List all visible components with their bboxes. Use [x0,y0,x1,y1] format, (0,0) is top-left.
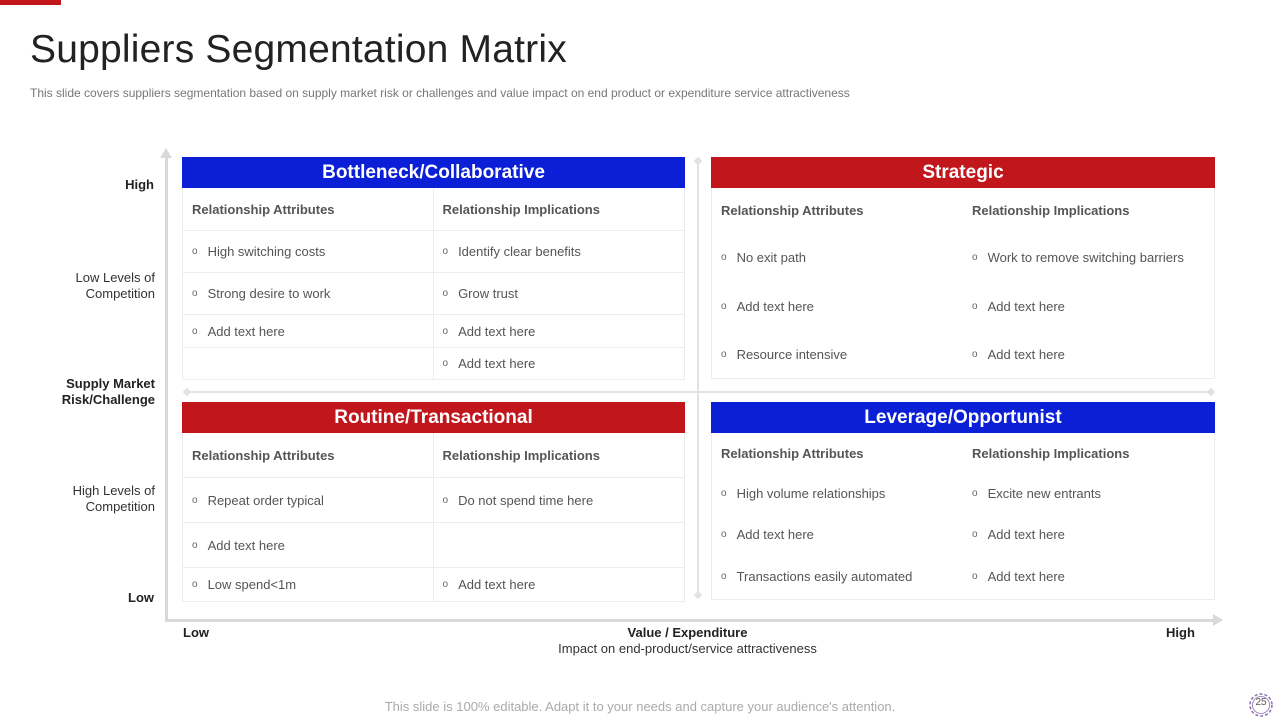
divider-end-dot [694,591,702,599]
implication-text: Do not spend time here [458,492,594,508]
accent-bar [0,0,61,5]
y-axis-low-label: Low [128,590,154,605]
table-header-row [183,433,684,478]
implication-text: Identify clear benefits [458,244,581,259]
divider-end-dot [694,157,702,165]
x-axis-line [165,619,1215,622]
attribute-text: Add text here [207,537,285,553]
x-axis-arrow-icon [1213,614,1223,626]
table-row [712,514,1214,554]
attribute-text: Repeat order typical [207,492,324,508]
column-header: Relationship Implications [442,447,600,463]
bullet-icon: o [972,488,978,499]
implication-text: Add text here [458,323,536,339]
implication-text: Work to remove switching barriers [987,249,1184,265]
bullet-icon: o [192,579,198,590]
bullet-icon: o [442,494,449,506]
table-header-row [712,188,1214,232]
attribute-text: Transactions easily automated [736,569,913,584]
divider-end-dot [1207,388,1215,396]
table-row [183,478,684,523]
bullet-icon: o [721,251,727,263]
page-number: 25 [1255,697,1267,708]
attribute-text: No exit path [736,249,806,265]
table-row [183,348,684,379]
table-row [712,473,1214,514]
implication-text: Add text here [987,569,1065,584]
attribute-text: Strong desire to work [207,286,331,301]
attribute-text: High volume relationships [736,486,886,501]
quadrant-leverage [711,402,1215,600]
page-title: Suppliers Segmentation Matrix [30,28,567,71]
bullet-icon: o [442,325,449,337]
table-row [712,554,1214,599]
quadrant-divider-horizontal [187,391,1211,393]
quadrant-title: Routine/Transactional [182,402,685,433]
bullet-icon: o [721,528,727,540]
bullet-icon: o [192,246,198,257]
x-axis-title: Value / Expenditure [627,625,748,640]
implication-text: Add text here [987,298,1065,314]
column-header: Relationship Attributes [721,445,864,461]
bullet-icon: o [192,539,198,551]
table-row [712,330,1214,378]
table-row [183,523,684,568]
divider-end-dot [183,388,191,396]
bullet-icon: o [972,571,978,582]
column-header: Relationship Implications [972,202,1130,218]
x-axis-high-label: High [1166,625,1195,640]
y-axis-high-label: High [125,177,154,192]
bullet-icon: o [442,358,449,369]
column-header: Relationship Attributes [183,188,434,230]
quadrant-routine [182,402,685,602]
y-axis-line [165,156,168,622]
table-row [183,273,684,315]
implication-text: Add text here [987,526,1065,542]
implication-text: Add text here [987,346,1065,362]
page-subtitle: This slide covers suppliers segmentation based on supply market risk or challenges and value impact on end product or expenditure service attractiveness [30,86,850,100]
y-axis-arrow-icon [160,148,172,158]
bullet-icon: o [972,300,978,312]
bullet-icon: o [721,571,727,582]
table-header-row [712,433,1214,473]
y-axis-low-competition-label: Low Levels of Competition [75,270,155,301]
column-header: Relationship Attributes [721,202,864,218]
column-header: Relationship Implications [972,445,1130,461]
implication-text: Add text here [458,356,536,371]
y-axis-high-competition-label: High Levels of Competition [72,483,155,514]
quadrant-strategic [711,157,1215,379]
attribute-text: Add text here [736,526,814,542]
column-header: Relationship Implications [442,201,600,217]
quadrant-title: Leverage/Opportunist [711,402,1215,433]
quadrant-title: Strategic [711,157,1215,188]
table-row [712,282,1214,330]
x-axis-low-label: Low [183,625,209,640]
bullet-icon: o [192,494,198,506]
implication-text: Grow trust [458,286,519,301]
attribute-text: Add text here [207,323,285,339]
bullet-icon: o [721,488,727,499]
attribute-text: Resource intensive [736,346,848,362]
attribute-text: Add text here [736,298,814,314]
attribute-text: High switching costs [207,244,326,259]
implication-text: Excite new entrants [987,486,1102,501]
bullet-icon: o [972,528,978,540]
bullet-icon: o [721,300,727,312]
quadrant-divider-vertical [697,161,699,596]
footer-note: This slide is 100% editable. Adapt it to your needs and capture your audience's attention. [384,699,896,714]
bullet-icon: o [972,251,978,263]
x-axis-subtitle: Impact on end-product/service attractiveness [558,641,817,656]
quadrant-title: Bottleneck/Collaborative [182,157,685,188]
bullet-icon: o [442,288,449,299]
bullet-icon: o [442,579,449,590]
table-row [183,315,684,348]
table-row [183,568,684,601]
bullet-icon: o [442,246,449,257]
table-row [183,231,684,273]
bullet-icon: o [972,348,978,360]
implication-text: Add text here [458,577,536,592]
y-axis-title: Supply Market Risk/Challenge [61,376,155,407]
table-row [712,232,1214,282]
bullet-icon: o [192,325,198,337]
table-header-row [183,188,684,231]
attribute-text: Low spend<1m [207,577,297,592]
bullet-icon: o [721,348,727,360]
bullet-icon: o [192,288,198,299]
column-header: Relationship Attributes [183,433,434,477]
quadrant-bottleneck [182,157,685,380]
